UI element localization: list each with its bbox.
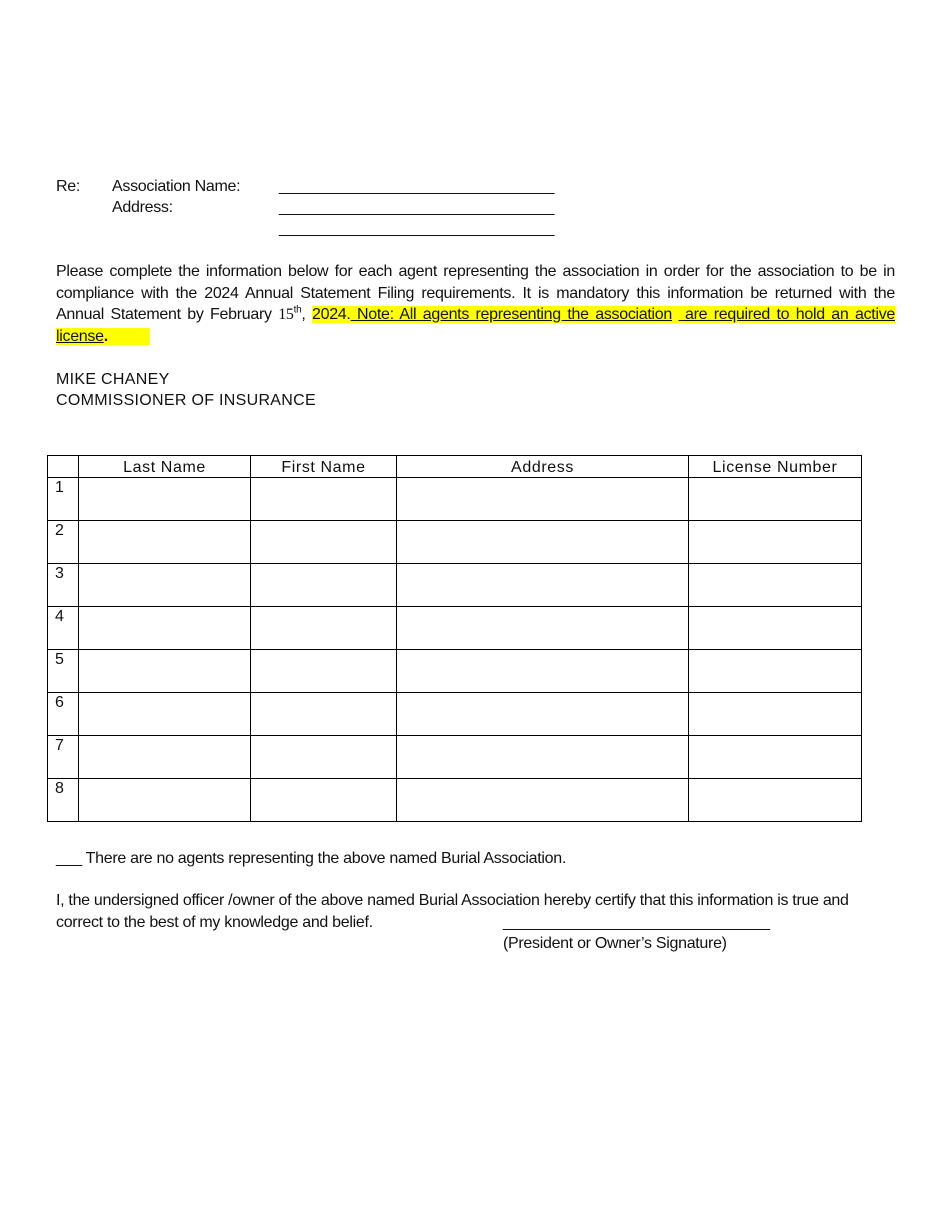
signatory-block (56, 369, 316, 411)
address-cell[interactable] (397, 607, 689, 650)
first-name-cell[interactable] (251, 650, 397, 693)
agents-table-body (48, 478, 862, 822)
no-agents-statement[interactable]: ___ There are no agents representing the above named Burial Association. (56, 850, 567, 867)
last-name-cell[interactable] (79, 693, 251, 736)
license-number-cell[interactable] (689, 607, 862, 650)
row-number: 3 (48, 564, 79, 607)
address-cell[interactable] (397, 564, 689, 607)
address-cell[interactable] (397, 693, 689, 736)
header-first-name: First Name (251, 456, 397, 478)
address-cell[interactable] (397, 736, 689, 779)
header-address: Address (397, 456, 689, 478)
address-cell[interactable] (397, 521, 689, 564)
license-number-cell[interactable] (689, 779, 862, 822)
agents-table (47, 455, 862, 822)
comma: , (301, 306, 312, 323)
commissioner-name: MIKE CHANEY (56, 371, 170, 388)
license-number-cell[interactable] (689, 564, 862, 607)
address-cell[interactable] (397, 478, 689, 521)
due-day-suffix: th (293, 304, 302, 316)
last-name-cell[interactable] (79, 779, 251, 822)
signature-line[interactable]: ______________________________ (503, 914, 770, 931)
first-name-cell[interactable] (251, 736, 397, 779)
instructions-paragraph (56, 261, 895, 347)
address-row (56, 197, 616, 218)
last-name-cell[interactable] (79, 564, 251, 607)
due-day: 15 (278, 306, 294, 323)
row-number: 8 (48, 779, 79, 822)
table-row (48, 736, 862, 779)
header-last-name: Last Name (79, 456, 251, 478)
header-license-number: License Number (689, 456, 862, 478)
address-cell[interactable] (397, 650, 689, 693)
association-name-label: Association Name: (112, 178, 241, 195)
last-name-cell[interactable] (79, 478, 251, 521)
row-number: 2 (48, 521, 79, 564)
association-name-field[interactable]: ________________________________ (279, 178, 555, 195)
row-number: 1 (48, 478, 79, 521)
address-row-2 (56, 218, 616, 239)
row-number: 5 (48, 650, 79, 693)
instructions-text: Please complete the information below for each agent representing the association in order for the association to be in compliance with the 2024 Annual Statement Filing requirements. It is mandatory this information be returned with the Annual Statement by February (56, 263, 895, 323)
license-note-period: . (103, 327, 108, 345)
association-name-row (56, 176, 616, 197)
table-row (48, 478, 862, 521)
license-number-cell[interactable] (689, 693, 862, 736)
license-note: Note: All agents representing the association (350, 306, 672, 323)
table-row (48, 521, 862, 564)
license-note-cont: are required to hold an active license (56, 306, 896, 345)
last-name-cell[interactable] (79, 607, 251, 650)
re-label: Re: (56, 178, 80, 195)
license-number-cell[interactable] (689, 521, 862, 564)
last-name-cell[interactable] (79, 650, 251, 693)
row-number: 7 (48, 736, 79, 779)
address-field-line-1[interactable]: ________________________________ (279, 199, 555, 216)
certification-statement: I, the undersigned officer /owner of the above named Burial Association hereby certify that this information is true and correct to the best of my knowledge and belief. (56, 892, 849, 931)
highlight-trail (108, 328, 149, 345)
first-name-cell[interactable] (251, 564, 397, 607)
first-name-cell[interactable] (251, 521, 397, 564)
table-header-row (48, 456, 862, 478)
table-row (48, 650, 862, 693)
table-row (48, 779, 862, 822)
signature-caption: (President or Owner’s Signature) (503, 935, 727, 952)
first-name-cell[interactable] (251, 607, 397, 650)
address-field-line-2[interactable]: ________________________________ (279, 220, 555, 237)
table-row (48, 693, 862, 736)
address-cell[interactable] (397, 779, 689, 822)
first-name-cell[interactable] (251, 779, 397, 822)
last-name-cell[interactable] (79, 736, 251, 779)
commissioner-title: COMMISSIONER OF INSURANCE (56, 392, 316, 409)
first-name-cell[interactable] (251, 693, 397, 736)
row-number: 4 (48, 607, 79, 650)
last-name-cell[interactable] (79, 521, 251, 564)
table-row (48, 607, 862, 650)
row-number: 6 (48, 693, 79, 736)
license-number-cell[interactable] (689, 650, 862, 693)
header-number (48, 456, 79, 478)
re-block (56, 176, 616, 239)
due-year: 2024. (312, 306, 351, 323)
license-number-cell[interactable] (689, 736, 862, 779)
table-row (48, 564, 862, 607)
first-name-cell[interactable] (251, 478, 397, 521)
address-label: Address: (112, 199, 173, 216)
license-number-cell[interactable] (689, 478, 862, 521)
